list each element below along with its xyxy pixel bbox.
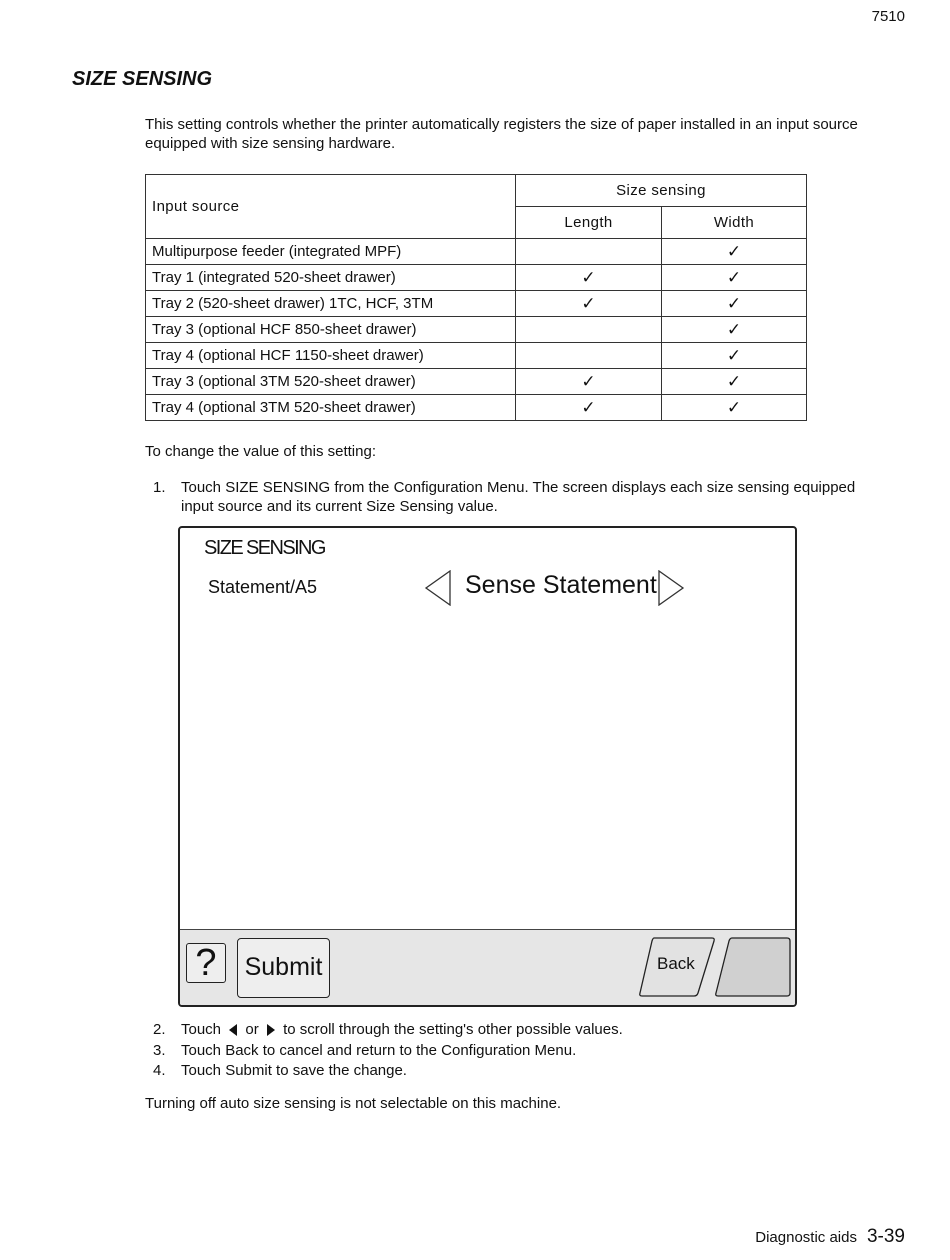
cell-width: ✓	[662, 343, 807, 369]
table-row	[146, 291, 807, 317]
step-number: 1.	[153, 479, 166, 496]
page-number: 3-39	[866, 1226, 905, 1247]
operator-panel-screen	[178, 526, 797, 1007]
step-text-part: to scroll through the setting's other possible values.	[283, 1021, 623, 1038]
header-input-source: Input source	[146, 175, 516, 239]
cell-width: ✓	[662, 395, 807, 421]
step-text: Touch Submit to save the change.	[181, 1062, 407, 1079]
cell-length: ✓	[516, 369, 662, 395]
step-1	[145, 478, 885, 518]
cell-source: Multipurpose feeder (integrated MPF)	[146, 239, 516, 265]
cell-source: Tray 1 (integrated 520-sheet drawer)	[146, 265, 516, 291]
left-arrow-icon	[229, 1024, 237, 1036]
screen-title: SIZE SENSING	[204, 537, 325, 559]
instructions-lead: To change the value of this setting:	[145, 443, 376, 460]
table-row	[146, 265, 807, 291]
setting-value: Sense Statement	[465, 571, 657, 599]
blank-button[interactable]	[714, 936, 792, 998]
back-button-label[interactable]: Back	[657, 954, 695, 973]
page-footer	[755, 1226, 905, 1248]
cell-source: Tray 4 (optional 3TM 520-sheet drawer)	[146, 395, 516, 421]
footer-section: Diagnostic aids	[755, 1229, 857, 1246]
header-length: Length	[516, 207, 662, 239]
step-text-part: or	[245, 1021, 259, 1038]
scroll-left-arrow-icon[interactable]	[424, 570, 452, 606]
table-row	[146, 317, 807, 343]
scroll-right-arrow-icon[interactable]	[657, 570, 685, 606]
header-size-sensing: Size sensing	[516, 175, 807, 207]
right-arrow-icon	[267, 1024, 275, 1036]
header-width: Width	[662, 207, 807, 239]
step-number: 3.	[153, 1042, 166, 1059]
submit-button[interactable]: Submit	[237, 938, 330, 998]
step-number: 2.	[153, 1021, 166, 1038]
cell-length	[516, 239, 662, 265]
table-row	[146, 369, 807, 395]
cell-source: Tray 2 (520-sheet drawer) 1TC, HCF, 3TM	[146, 291, 516, 317]
step-text: Touch SIZE SENSING from the Configuration Menu. The screen displays each size sensing equipped input source and its current Size Sensing value.	[181, 479, 856, 515]
step-text-part: Touch	[181, 1021, 222, 1038]
model-number: 7510	[871, 8, 905, 25]
cell-width: ✓	[662, 369, 807, 395]
input-source-label: Statement/A5	[208, 577, 318, 597]
cell-source: Tray 3 (optional 3TM 520-sheet drawer)	[146, 369, 516, 395]
step-4	[145, 1061, 885, 1081]
cell-width: ✓	[662, 239, 807, 265]
cell-source: Tray 4 (optional HCF 1150-sheet drawer)	[146, 343, 516, 369]
cell-length: ✓	[516, 291, 662, 317]
cell-width: ✓	[662, 265, 807, 291]
intro-paragraph: This setting controls whether the printer automatically registers the size of paper installed in an input source equipped with size sensing hardware.	[145, 116, 858, 152]
cell-length	[516, 343, 662, 369]
cell-length: ✓	[516, 265, 662, 291]
cell-length: ✓	[516, 395, 662, 421]
cell-source: Tray 3 (optional HCF 850-sheet drawer)	[146, 317, 516, 343]
step-text: Touch Back to cancel and return to the Configuration Menu.	[181, 1042, 577, 1059]
step-3	[145, 1041, 885, 1061]
step-text	[181, 1020, 881, 1039]
table-row	[146, 343, 807, 369]
section-title: SIZE SENSING	[72, 68, 213, 90]
closing-note: Turning off auto size sensing is not selectable on this machine.	[145, 1095, 562, 1112]
step-number: 4.	[153, 1062, 166, 1079]
cell-width: ✓	[662, 291, 807, 317]
step-2	[145, 1020, 885, 1040]
table-row	[146, 239, 807, 265]
screen-button-bar	[180, 929, 795, 1005]
cell-length	[516, 317, 662, 343]
help-button[interactable]: ?	[186, 943, 226, 983]
cell-width: ✓	[662, 317, 807, 343]
size-sensing-table	[145, 174, 807, 421]
table-row	[146, 395, 807, 421]
